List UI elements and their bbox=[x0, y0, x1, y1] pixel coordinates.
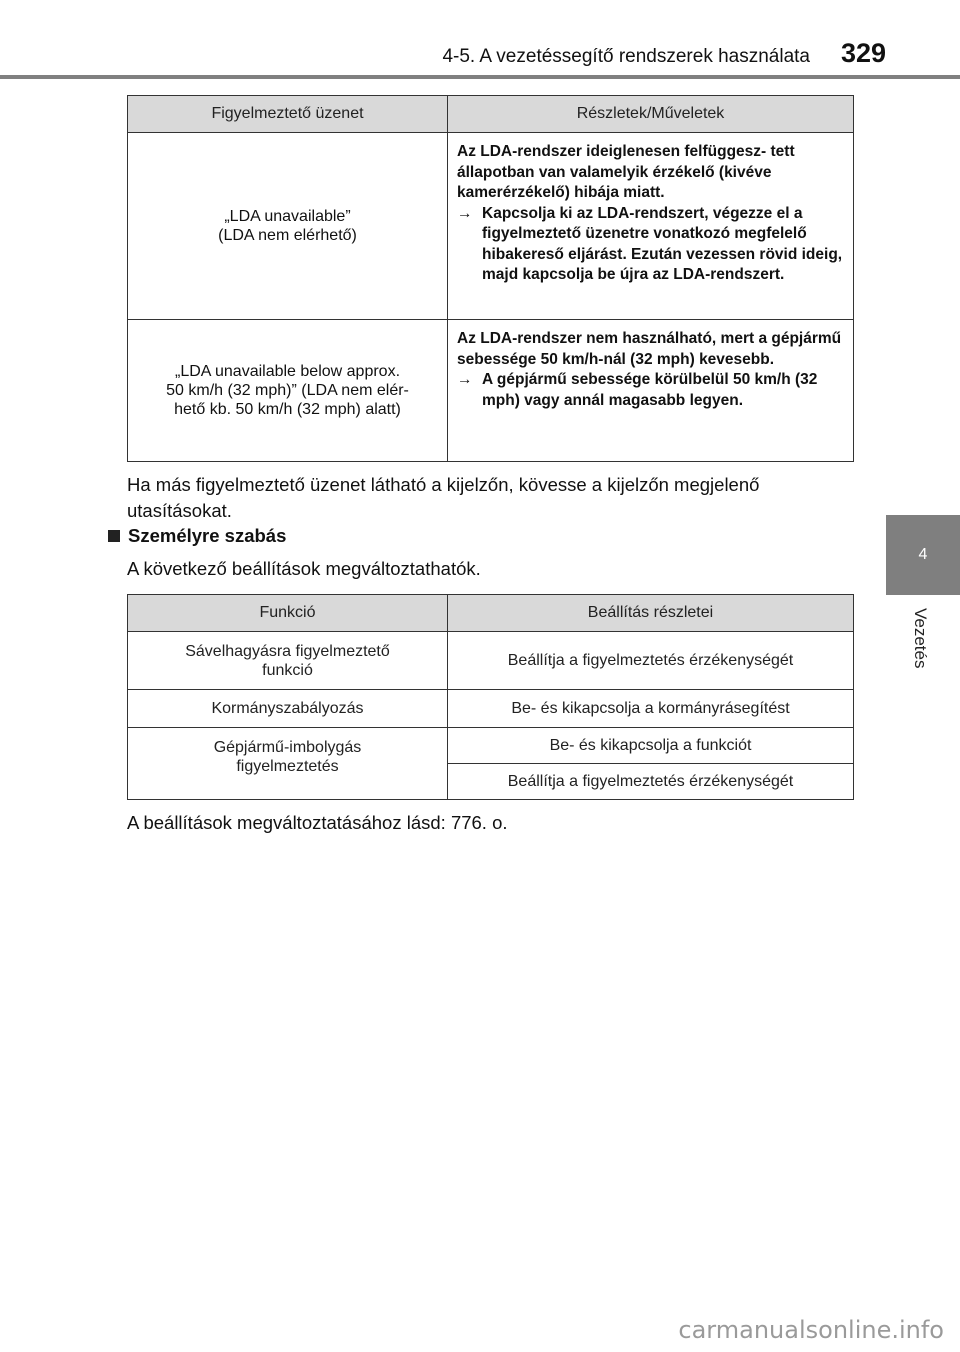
setting-cell: Be- és kikapcsolja a funkciót bbox=[448, 728, 854, 764]
function-line: Sávelhagyásra figyelmeztető bbox=[185, 642, 390, 660]
function-cell bbox=[128, 690, 448, 728]
chapter-tab[interactable] bbox=[886, 515, 960, 595]
action-item bbox=[457, 204, 845, 286]
customization-heading bbox=[108, 525, 286, 547]
message-line: 50 km/h (32 mph)” (LDA nem elér- bbox=[166, 382, 409, 399]
table-row bbox=[128, 320, 854, 462]
function-cell bbox=[128, 632, 448, 690]
message-line: hető kb. 50 km/h (32 mph) alatt) bbox=[174, 401, 401, 418]
header-divider bbox=[0, 75, 960, 79]
settings-table bbox=[127, 594, 854, 800]
message-line: „LDA unavailable” bbox=[224, 208, 351, 225]
setting-cell: Be- és kikapcsolja a kormányrásegítést bbox=[448, 690, 854, 728]
chapter-label-area bbox=[886, 600, 960, 690]
details-text: Az LDA-rendszer ideiglenesen felfüggesz- tett állapotban van valamelyik érzékelő (kivéve kamerérzékelő) hibája miatt. bbox=[457, 143, 795, 201]
function-line: funkció bbox=[262, 661, 313, 679]
column-header: Részletek/Műveletek bbox=[448, 96, 854, 133]
customization-intro: A következő beállítások megváltoztathatók. bbox=[127, 558, 481, 579]
warning-message-cell bbox=[128, 320, 448, 462]
action-item bbox=[457, 370, 845, 411]
chapter-number: 4 bbox=[918, 546, 928, 563]
message-line: (LDA nem elérhető) bbox=[218, 227, 357, 244]
page-number: 329 bbox=[840, 38, 886, 68]
action-text: A gépjármű sebessége körülbelül 50 km/h (32 mph) vagy annál magasabb legyen. bbox=[482, 371, 818, 409]
function-cell bbox=[128, 728, 448, 800]
table-row bbox=[128, 728, 854, 764]
message-line: „LDA unavailable below approx. bbox=[174, 363, 401, 380]
function-line: Kormányszabályozás bbox=[211, 700, 364, 717]
table-row bbox=[128, 133, 854, 320]
action-text: Kapcsolja ki az LDA-rendszert, végezze el a figyelmeztető üzenetre vonatkozó megfelelő hibakereső eljárást. Ezután vezessen rövid ideig, majd kapcsolja be újra az LDA-rendszert. bbox=[482, 204, 843, 283]
arrow-right-icon: → bbox=[457, 204, 473, 222]
table-row bbox=[128, 690, 854, 728]
instruction-paragraph: Ha más figyelmeztető üzenet látható a kijelzőn, kövesse a kijelzőn megjelenő utasításokat. bbox=[127, 474, 760, 521]
function-line: Gépjármű-imbolygás bbox=[213, 739, 362, 756]
setting-cell: Beállítja a figyelmeztetés érzékenységét bbox=[448, 632, 854, 690]
table-row bbox=[128, 632, 854, 690]
table-header-row bbox=[128, 96, 854, 133]
setting-cell: Beállítja a figyelmeztetés érzékenységét bbox=[448, 764, 854, 800]
details-text: Az LDA-rendszer nem használható, mert a gépjármű sebessége 50 km/h-nál (32 mph) kevesebb. bbox=[457, 330, 842, 368]
function-line: figyelmeztetés bbox=[236, 758, 339, 775]
details-cell bbox=[448, 133, 854, 320]
footer-watermark: carmanualsonline.info bbox=[678, 1316, 944, 1344]
warning-message-table bbox=[127, 95, 854, 462]
warning-message-cell bbox=[128, 133, 448, 320]
square-bullet-icon bbox=[108, 530, 120, 542]
column-header: Funkció bbox=[128, 595, 448, 632]
column-header: Beállítás részletei bbox=[448, 595, 854, 632]
table-header-row bbox=[128, 595, 854, 632]
details-cell bbox=[448, 320, 854, 462]
column-header: Figyelmeztető üzenet bbox=[128, 96, 448, 133]
chapter-title: Vezetés bbox=[911, 608, 930, 669]
reference-paragraph: A beállítások megváltoztatásához lásd: 776. o. bbox=[127, 812, 508, 833]
customization-heading-text: Személyre szabás bbox=[128, 525, 287, 546]
section-title: 4-5. A vezetéssegítő rendszerek használata bbox=[442, 46, 810, 67]
arrow-right-icon: → bbox=[457, 371, 473, 388]
